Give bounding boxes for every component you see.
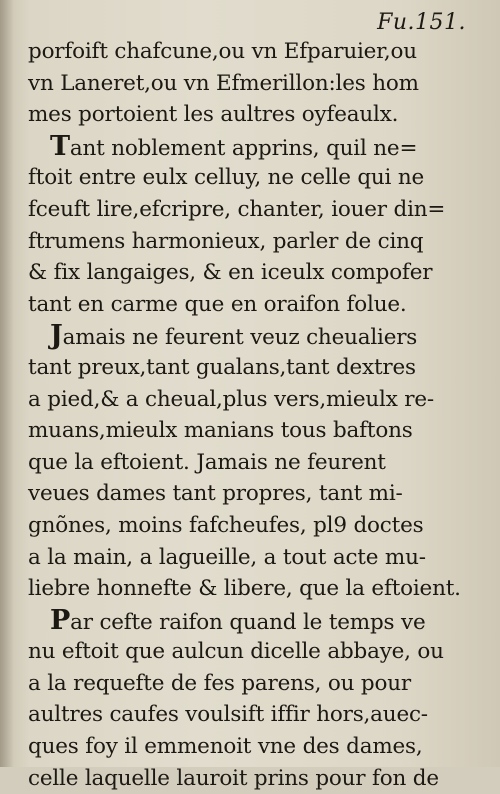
text-line: tant en carme que en oraifon folue. bbox=[28, 291, 407, 317]
text-line: ques foy il emmenoit vne des dames, bbox=[28, 734, 423, 760]
text-line: gnõnes, moins fafcheufes, pl9 doctes bbox=[28, 512, 424, 538]
text-line: nu eftoit que aulcun dicelle abbaye, ou bbox=[28, 639, 444, 665]
text-line: & fix langaiges, & en iceulx compofer bbox=[28, 260, 433, 286]
text-line: vn Laneret,ou vn Efmerillon:les hom bbox=[28, 70, 419, 96]
text-line: a la requefte de fes parens, ou pour bbox=[28, 670, 411, 696]
text-line: veues dames tant propres, tant mi- bbox=[28, 481, 403, 507]
gutter-shadow bbox=[0, 0, 14, 767]
text-line: celle laquelle lauroit prins pour fon de bbox=[28, 765, 439, 791]
text-line: ftrumens harmonieux, parler de cinq bbox=[28, 228, 424, 254]
text-line: ftoit entre eulx celluy, ne celle qui ne bbox=[28, 165, 425, 191]
text-line: liebre honnefte & libere, que la eftoient. bbox=[28, 576, 461, 602]
text-line: Tant noblement apprins, quil ne= bbox=[50, 130, 418, 162]
text-block bbox=[28, 36, 472, 794]
text-line: fceuft lire,efcripre, chanter, iouer din= bbox=[28, 196, 446, 222]
folio-number: Fu.151. bbox=[377, 10, 466, 35]
text-line: mes portoient les aultres oyfeaulx. bbox=[28, 102, 399, 128]
text-line: Par cefte raifon quand le temps ve bbox=[50, 604, 426, 636]
text-line: tant preux,tant gualans,tant dextres bbox=[28, 354, 416, 380]
text-line: aultres caufes voulsift iffir hors,auec- bbox=[28, 702, 428, 728]
text-line: Jamais ne feurent veuz cheualiers bbox=[50, 320, 418, 352]
text-line: muans,mieulx manians tous baftons bbox=[28, 418, 413, 444]
text-line: a pied,& a cheual,plus vers,mieulx re- bbox=[28, 386, 434, 412]
text-line: porfoift chafcune,ou vn Efparuier,ou bbox=[28, 39, 417, 64]
text-line: a la main, a lagueille, a tout acte mu- bbox=[28, 544, 426, 570]
text-line: que la eftoient. Jamais ne feurent bbox=[28, 449, 386, 475]
